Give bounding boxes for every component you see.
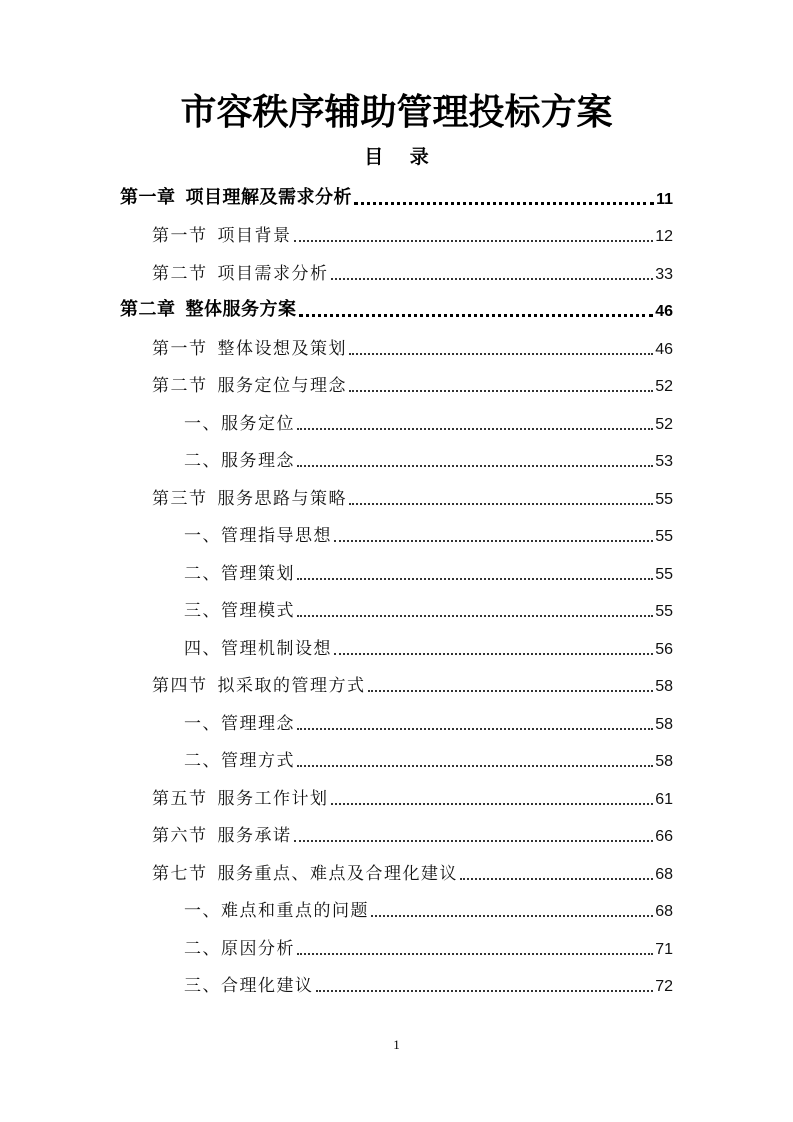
- toc-entry-label: [152, 371, 347, 401]
- toc-entry-label: [120, 183, 352, 214]
- toc-entry-page: 55: [655, 490, 673, 508]
- toc-section-entry[interactable]: [120, 251, 673, 289]
- toc-section-entry[interactable]: [120, 364, 673, 402]
- toc-entry-number: 第三节: [152, 488, 208, 509]
- toc-dot-leader: [371, 915, 653, 917]
- toc-dot-leader: [297, 428, 653, 430]
- toc-entry-number: 第一章: [120, 186, 176, 208]
- toc-subsection-entry[interactable]: [120, 551, 673, 589]
- toc-entry-label: [120, 295, 297, 326]
- toc-section-entry[interactable]: [120, 814, 673, 852]
- toc-dot-leader: [460, 878, 653, 880]
- toc-entry-title: 服务定位与理念: [217, 376, 347, 396]
- toc-entry-page: 61: [655, 790, 673, 808]
- toc-entry-label: [152, 259, 329, 289]
- toc-dot-leader: [297, 615, 653, 617]
- toc-chapter-entry[interactable]: [120, 176, 673, 214]
- toc-dot-leader: [297, 465, 653, 467]
- toc-entry-label: [184, 709, 295, 739]
- toc-entry-title: 管理理念: [221, 713, 295, 734]
- toc-entry-page: 71: [655, 940, 673, 958]
- toc-entry-page: 55: [655, 528, 673, 545]
- toc-entry-label: [184, 934, 295, 964]
- toc-entry-title: 服务承诺: [217, 826, 292, 846]
- toc-entry-title: 难点和重点的问题: [221, 901, 369, 921]
- toc-entry-page: 52: [655, 378, 673, 395]
- toc-dot-leader: [349, 390, 653, 392]
- toc-entry-number: 二、: [184, 751, 221, 771]
- toc-entry-number: 第七节: [152, 863, 208, 884]
- toc-entry-number: 三、: [184, 976, 221, 996]
- table-of-contents: [120, 176, 673, 1001]
- toc-entry-title: 管理模式: [221, 601, 295, 621]
- toc-entry-number: 二、: [184, 563, 221, 584]
- toc-entry-page: 56: [655, 640, 673, 658]
- toc-subsection-entry[interactable]: [120, 626, 673, 664]
- toc-entry-label: [152, 334, 347, 364]
- toc-dot-leader: [297, 728, 653, 730]
- toc-entry-title: 合理化建议: [221, 976, 314, 996]
- toc-entry-title: 拟采取的管理方式: [217, 676, 366, 696]
- toc-entry-title: 整体服务方案: [185, 299, 297, 320]
- toc-section-entry[interactable]: [120, 214, 673, 252]
- toc-entry-label: [184, 521, 332, 551]
- toc-entry-number: 第二节: [152, 376, 208, 396]
- toc-entry-title: 管理方式: [221, 751, 295, 771]
- toc-subsection-entry[interactable]: [120, 401, 673, 439]
- toc-dot-leader: [331, 278, 654, 280]
- toc-dot-leader: [297, 953, 653, 955]
- toc-entry-label: [152, 221, 292, 251]
- toc-entry-page: 58: [655, 715, 673, 733]
- toc-dot-leader: [316, 990, 654, 992]
- toc-entry-number: 一、: [184, 713, 221, 734]
- toc-dot-leader: [368, 690, 654, 692]
- toc-section-entry[interactable]: [120, 326, 673, 364]
- toc-entry-title: 管理策划: [221, 563, 295, 584]
- toc-dot-leader: [349, 353, 653, 355]
- toc-dot-leader: [297, 765, 653, 767]
- toc-heading: 目 录: [364, 146, 439, 168]
- toc-entry-page: 12: [655, 228, 673, 245]
- toc-dot-leader: [334, 540, 653, 542]
- toc-entry-label: [152, 784, 329, 814]
- toc-entry-page: 46: [655, 303, 673, 320]
- toc-entry-number: 二、: [184, 451, 221, 471]
- toc-dot-leader: [297, 578, 653, 580]
- toc-entry-number: 二、: [184, 938, 221, 959]
- toc-entry-number: 第六节: [152, 826, 208, 846]
- toc-entry-number: 第一节: [152, 338, 208, 359]
- toc-entry-number: 第四节: [152, 676, 208, 696]
- toc-dot-leader: [294, 840, 654, 842]
- toc-entry-label: [184, 896, 369, 926]
- toc-section-entry[interactable]: [120, 776, 673, 814]
- toc-subsection-entry[interactable]: [120, 589, 673, 627]
- toc-subsection-entry[interactable]: [120, 739, 673, 777]
- page-number: 1: [393, 1037, 400, 1052]
- toc-entry-page: 72: [655, 978, 673, 995]
- toc-entry-page: 55: [655, 565, 673, 583]
- toc-entry-title: 服务重点、难点及合理化建议: [217, 863, 458, 884]
- toc-entry-page: 68: [655, 865, 673, 883]
- toc-entry-label: [152, 859, 458, 889]
- toc-entry-title: 整体设想及策划: [217, 338, 347, 359]
- toc-entry-title: 项目需求分析: [217, 263, 329, 284]
- toc-chapter-entry[interactable]: [120, 289, 673, 327]
- toc-entry-label: [184, 634, 332, 664]
- toc-entry-page: 11: [656, 190, 673, 208]
- toc-entry-label: [184, 746, 295, 776]
- toc-dot-leader: [331, 803, 654, 805]
- toc-subsection-entry[interactable]: [120, 889, 673, 927]
- toc-entry-title: 服务思路与策略: [217, 488, 347, 509]
- toc-subsection-entry[interactable]: [120, 439, 673, 477]
- toc-entry-label: [152, 821, 292, 851]
- document-title: 市容秩序辅助管理投标方案: [180, 92, 613, 133]
- toc-dot-leader: [299, 314, 654, 317]
- toc-entry-title: 管理指导思想: [221, 526, 332, 546]
- toc-dot-leader: [334, 653, 653, 655]
- toc-entry-number: 第二节: [152, 263, 208, 284]
- toc-entry-title: 服务理念: [221, 451, 295, 471]
- toc-entry-page: 58: [655, 678, 673, 695]
- toc-entry-title: 原因分析: [221, 938, 295, 959]
- toc-section-entry[interactable]: [120, 664, 673, 702]
- toc-entry-page: 33: [655, 265, 673, 283]
- toc-entry-title: 服务工作计划: [217, 788, 329, 809]
- toc-entry-label: [152, 484, 347, 514]
- toc-entry-number: 一、: [184, 526, 221, 546]
- toc-subsection-entry[interactable]: [120, 926, 673, 964]
- toc-entry-title: 服务定位: [221, 413, 295, 434]
- toc-entry-page: 68: [655, 903, 673, 920]
- toc-entry-label: [184, 596, 295, 626]
- toc-subsection-entry[interactable]: [120, 514, 673, 552]
- toc-entry-page: 55: [655, 603, 673, 620]
- toc-section-entry[interactable]: [120, 851, 673, 889]
- toc-subsection-entry[interactable]: [120, 964, 673, 1002]
- toc-entry-label: [184, 559, 295, 589]
- toc-entry-page: 53: [655, 453, 673, 470]
- toc-dot-leader: [294, 240, 654, 242]
- toc-entry-page: 52: [655, 415, 673, 433]
- toc-entry-number: 第二章: [120, 299, 176, 320]
- toc-entry-title: 管理机制设想: [221, 638, 332, 659]
- toc-section-entry[interactable]: [120, 476, 673, 514]
- toc-entry-page: 58: [655, 753, 673, 770]
- toc-subsection-entry[interactable]: [120, 701, 673, 739]
- toc-dot-leader: [349, 503, 653, 505]
- toc-entry-label: [184, 409, 295, 439]
- toc-entry-number: 四、: [184, 638, 221, 659]
- toc-entry-page: 66: [655, 828, 673, 845]
- toc-entry-number: 三、: [184, 601, 221, 621]
- toc-dot-leader: [354, 202, 654, 205]
- toc-entry-label: [152, 671, 366, 701]
- toc-entry-page: 46: [655, 340, 673, 358]
- toc-entry-number: 一、: [184, 901, 221, 921]
- toc-entry-number: 第一节: [152, 226, 208, 246]
- toc-entry-label: [184, 971, 314, 1001]
- toc-entry-number: 一、: [184, 413, 221, 434]
- toc-entry-title: 项目理解及需求分析: [185, 186, 352, 208]
- toc-entry-number: 第五节: [152, 788, 208, 809]
- toc-entry-label: [184, 446, 295, 476]
- toc-entry-title: 项目背景: [217, 226, 292, 246]
